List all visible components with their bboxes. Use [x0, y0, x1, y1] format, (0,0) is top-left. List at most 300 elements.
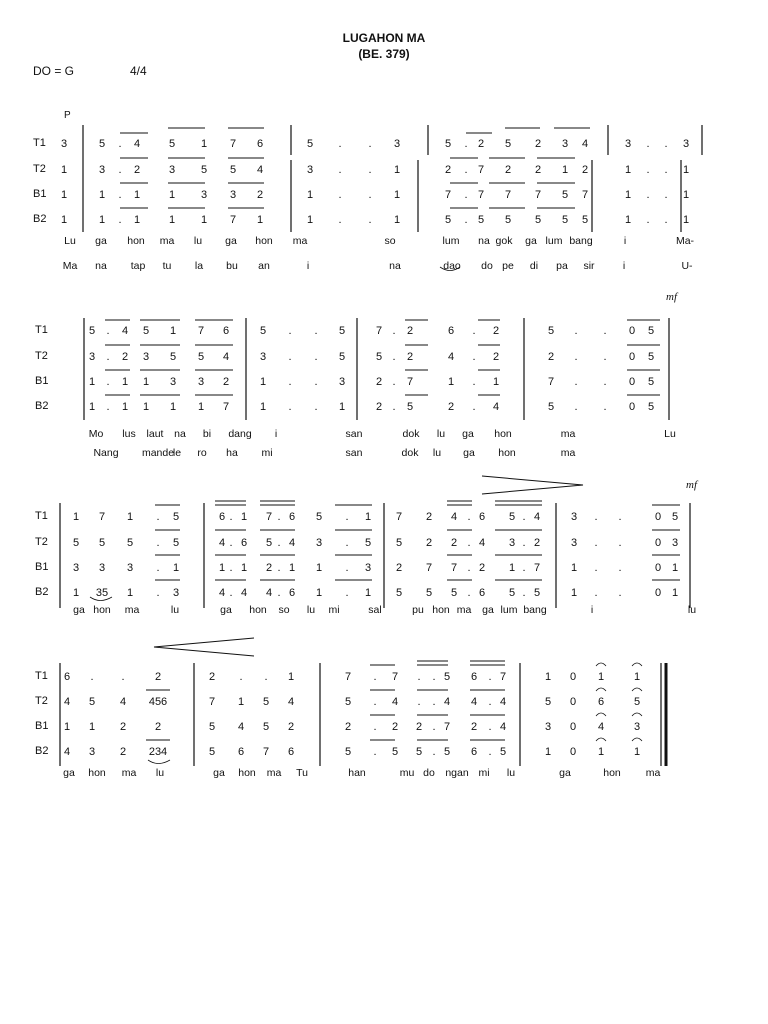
note-t2: .	[464, 164, 468, 176]
note-b1: 0	[569, 721, 577, 733]
note-t1: 7	[395, 511, 403, 523]
note-b1: 3	[633, 721, 641, 733]
note-t1: 7	[499, 671, 507, 683]
note-b2: .	[277, 587, 281, 599]
note-b1: 3	[364, 562, 372, 574]
note-t1: .	[345, 511, 349, 523]
lyric-syllable: ma	[560, 428, 576, 440]
note-b2: 2	[375, 401, 383, 413]
note-t2: .	[417, 696, 421, 708]
note-b2: 5	[561, 214, 569, 226]
lyric-syllable: ga	[559, 767, 571, 779]
lyric-syllable: bang	[569, 235, 593, 247]
note-b2: 1	[570, 587, 578, 599]
note-t1: 5	[172, 511, 180, 523]
note-t2: 2	[547, 351, 555, 363]
note-t1: .	[417, 671, 421, 683]
note-t1: 5	[338, 325, 346, 337]
note-t1: 0	[654, 511, 662, 523]
note-b1: 1	[447, 376, 455, 388]
note-t2: 2	[533, 537, 541, 549]
note-t2: 4	[447, 351, 455, 363]
note-t2: 5	[197, 351, 205, 363]
note-b1: .	[345, 562, 349, 574]
note-t2: 2	[425, 537, 433, 549]
lyric-syllable: bang	[523, 604, 547, 616]
note-b2: .	[432, 746, 436, 758]
lyric-syllable: di	[529, 260, 539, 272]
note-b2: 6	[478, 587, 486, 599]
note-t2: 3	[315, 537, 323, 549]
part-label-b1: B1	[35, 375, 49, 387]
lyric-syllable: ga	[63, 767, 75, 779]
note-b1: .	[392, 376, 396, 388]
note-b2: 1	[315, 587, 323, 599]
note-b2: 1	[338, 401, 346, 413]
lyric-syllable: bu	[226, 260, 238, 272]
note-b2: .	[314, 401, 318, 413]
lyric-syllable: na	[478, 235, 490, 247]
note-b2: .	[664, 214, 668, 226]
note-b2: 1	[633, 746, 641, 758]
note-t1: .	[574, 325, 578, 337]
note-t2: .	[664, 164, 668, 176]
note-t1: 5	[315, 511, 323, 523]
note-t1: .	[603, 325, 607, 337]
note-b2: 1	[364, 587, 372, 599]
note-b2: .	[574, 401, 578, 413]
time-signature: 4/4	[130, 64, 147, 78]
lyric-syllable: la	[194, 260, 204, 272]
lyric-syllable: na	[174, 428, 186, 440]
note-t1: .	[392, 325, 396, 337]
note-b1: 7	[581, 189, 589, 201]
note-b1: 7	[406, 376, 414, 388]
note-b1: 0	[654, 562, 662, 574]
note-t1: 0	[569, 671, 577, 683]
note-b1: 7	[547, 376, 555, 388]
note-b1: 3	[197, 376, 205, 388]
note-t2: .	[118, 164, 122, 176]
note-b1: 1	[133, 189, 141, 201]
dynamic-mezzo-forte-1: mf	[666, 291, 677, 303]
note-t1: .	[338, 138, 342, 150]
note-t1: 3	[60, 138, 68, 150]
note-t2: 5	[126, 537, 134, 549]
note-t1: .	[432, 671, 436, 683]
note-b1: 7	[450, 562, 458, 574]
note-t2: 3	[88, 351, 96, 363]
lyric-syllable: ro	[197, 447, 207, 459]
note-b2: 1	[126, 587, 134, 599]
lyric-syllable: ga	[95, 235, 107, 247]
note-b1: 1	[218, 562, 226, 574]
note-t1: 3	[561, 138, 569, 150]
note-b2: 5	[208, 746, 216, 758]
lyric-syllable: lus	[122, 428, 136, 440]
note-t1: .	[239, 671, 243, 683]
note-t1: 4	[121, 325, 129, 337]
note-t1: .	[277, 511, 281, 523]
note-b1: 4	[237, 721, 245, 733]
note-b2: 5	[444, 214, 452, 226]
note-t1: .	[156, 511, 160, 523]
note-b2: 5	[406, 401, 414, 413]
lyric-syllable: na	[95, 260, 107, 272]
note-t1: 7	[344, 671, 352, 683]
note-t1: .	[618, 511, 622, 523]
lyric-syllable: lu	[687, 604, 697, 616]
note-b2: 1	[256, 214, 264, 226]
lyric-syllable: Lu	[64, 235, 76, 247]
note-b2: .	[603, 401, 607, 413]
note-t2: 5	[229, 164, 237, 176]
note-t1: 2	[154, 671, 162, 683]
note-t2: 3	[98, 164, 106, 176]
note-t1: 5	[443, 671, 451, 683]
lyric-syllable: lum	[500, 604, 518, 616]
note-t1: 7	[375, 325, 383, 337]
lyric-syllable: le	[172, 447, 182, 459]
note-t2: 4	[119, 696, 127, 708]
note-b1: .	[156, 562, 160, 574]
note-b2: 1	[60, 214, 68, 226]
dynamic-piano: P	[64, 110, 71, 121]
note-t2: .	[574, 351, 578, 363]
note-b2: 5	[581, 214, 589, 226]
note-t2: 1	[624, 164, 632, 176]
note-t2: 2	[450, 537, 458, 549]
lyric-syllable: pu	[412, 604, 424, 616]
note-t1: 3	[570, 511, 578, 523]
note-t2: 2	[406, 351, 414, 363]
note-b1: 2	[154, 721, 162, 733]
note-t1: 6	[256, 138, 264, 150]
note-b1: 1	[63, 721, 71, 733]
note-b2: 6	[470, 746, 478, 758]
lyric-syllable: sal	[368, 604, 382, 616]
note-t2: 4	[478, 537, 486, 549]
lyric-syllable: lu	[306, 604, 316, 616]
note-t2: 5	[395, 537, 403, 549]
note-b2: 1	[72, 587, 80, 599]
note-b1: 3	[200, 189, 208, 201]
lyric-syllable: ma	[645, 767, 661, 779]
part-label-b1: B1	[35, 720, 49, 732]
note-b1: 4	[499, 721, 507, 733]
lyric-syllable: hon	[432, 604, 450, 616]
slur	[148, 760, 170, 764]
note-t1: 5	[444, 138, 452, 150]
part-label-t2: T2	[35, 536, 48, 548]
lyric-syllable: i	[623, 235, 627, 247]
note-t2: 5	[200, 164, 208, 176]
lyric-syllable: lum	[545, 235, 563, 247]
note-b2: .	[373, 746, 377, 758]
note-t2: 3	[259, 351, 267, 363]
note-b2: 1	[624, 214, 632, 226]
note-t1: 7	[229, 138, 237, 150]
part-label-t1: T1	[33, 137, 46, 149]
note-t1: 7	[391, 671, 399, 683]
note-t2: 6	[240, 537, 248, 549]
note-t1: 5	[504, 138, 512, 150]
note-b1: .	[646, 189, 650, 201]
note-b1: 1	[88, 721, 96, 733]
lyric-syllable: ma	[292, 235, 308, 247]
note-b1: .	[594, 562, 598, 574]
note-t2: 3	[570, 537, 578, 549]
note-b1: 3	[544, 721, 552, 733]
lyric-syllable: lu	[506, 767, 516, 779]
note-b2: 2	[447, 401, 455, 413]
lyric-syllable: ga	[213, 767, 225, 779]
lyric-syllable: ha	[226, 447, 238, 459]
note-b1: .	[368, 189, 372, 201]
note-t2: 4	[256, 164, 264, 176]
note-t2: 4	[391, 696, 399, 708]
note-t1: .	[373, 671, 377, 683]
lyric-syllable: bi	[202, 428, 212, 440]
note-b1: .	[314, 376, 318, 388]
note-t1: .	[229, 511, 233, 523]
note-b2: .	[467, 587, 471, 599]
note-b1: .	[522, 562, 526, 574]
lyric-syllable: Tu	[296, 767, 308, 779]
lyric-syllable: dao	[443, 260, 461, 272]
note-b2: .	[392, 401, 396, 413]
lyric-syllable: an	[258, 260, 270, 272]
note-t1: 2	[208, 671, 216, 683]
lyric-syllable: dok	[402, 428, 420, 440]
note-b1: 7	[477, 189, 485, 201]
note-b1: 5	[208, 721, 216, 733]
note-t2: 2	[534, 164, 542, 176]
crescendo-hairpin	[154, 638, 254, 656]
note-b2: 4	[492, 401, 500, 413]
note-b2: 5	[425, 587, 433, 599]
lyric-syllable: san	[345, 447, 363, 459]
note-b1: 2	[391, 721, 399, 733]
lyric-syllable: pa	[556, 260, 568, 272]
lyric-syllable: ma	[121, 767, 137, 779]
note-t1: 0	[628, 325, 636, 337]
lyric-syllable: san	[345, 428, 363, 440]
part-label-t2: T2	[33, 163, 46, 175]
note-t2: 1	[60, 164, 68, 176]
lyric-syllable: hon	[93, 604, 111, 616]
note-t2: 1	[561, 164, 569, 176]
note-b2: 5	[547, 401, 555, 413]
lyric-syllable: hon	[603, 767, 621, 779]
note-b2: 1	[200, 214, 208, 226]
note-b2: 3	[172, 587, 180, 599]
note-b2: 4	[265, 587, 273, 599]
note-t2: 3	[168, 164, 176, 176]
note-t1: .	[664, 138, 668, 150]
note-b2: 5	[534, 214, 542, 226]
note-b1: 5	[647, 376, 655, 388]
note-t1: 6	[63, 671, 71, 683]
note-b1: 2	[375, 376, 383, 388]
lyric-syllable: hon	[498, 447, 516, 459]
note-t1: 7	[265, 511, 273, 523]
note-b2: .	[106, 401, 110, 413]
note-b1: 1	[121, 376, 129, 388]
note-t2: 0	[654, 537, 662, 549]
note-b2: 1	[98, 214, 106, 226]
part-label-t1: T1	[35, 670, 48, 682]
lyric-syllable: ga	[482, 604, 494, 616]
note-t2: 4	[443, 696, 451, 708]
note-b2: .	[594, 587, 598, 599]
note-t1: 4	[450, 511, 458, 523]
note-t2: .	[432, 696, 436, 708]
beams	[105, 128, 680, 740]
fermatas	[596, 663, 642, 741]
note-t1: .	[488, 671, 492, 683]
note-t1: 4	[133, 138, 141, 150]
note-b1: 1	[306, 189, 314, 201]
note-t2: 5	[72, 537, 80, 549]
slur	[440, 267, 460, 271]
note-t2: 2	[581, 164, 589, 176]
note-b2: 0	[569, 746, 577, 758]
note-t2: .	[373, 696, 377, 708]
note-b2: 5	[499, 746, 507, 758]
note-b1: .	[603, 376, 607, 388]
note-t2: .	[646, 164, 650, 176]
note-t1: 6	[478, 511, 486, 523]
lyric-syllable: lu	[193, 235, 203, 247]
note-b2: .	[646, 214, 650, 226]
note-t1: 5	[547, 325, 555, 337]
note-t2: .	[488, 696, 492, 708]
lyric-syllable: ga	[463, 447, 475, 459]
note-t2: 5	[364, 537, 372, 549]
note-t1: 2	[534, 138, 542, 150]
note-b2: 5	[344, 746, 352, 758]
note-b1: 1	[671, 562, 679, 574]
note-t2: 3	[671, 537, 679, 549]
note-b1: 3	[169, 376, 177, 388]
note-b1: 1	[288, 562, 296, 574]
note-b1: 2	[222, 376, 230, 388]
note-t1: .	[646, 138, 650, 150]
note-b2: 7	[222, 401, 230, 413]
note-b1: 3	[338, 376, 346, 388]
note-b1: 2	[470, 721, 478, 733]
note-b1: 3	[126, 562, 134, 574]
note-b2: 5	[504, 214, 512, 226]
lyric-syllable: so	[384, 235, 396, 247]
note-t2: 5	[344, 696, 352, 708]
lyric-syllable: so	[278, 604, 290, 616]
note-t2: 4	[63, 696, 71, 708]
note-t2: 4	[218, 537, 226, 549]
note-t2: 0	[628, 351, 636, 363]
note-b2: .	[156, 587, 160, 599]
note-b1: 1	[315, 562, 323, 574]
note-t1: 7	[197, 325, 205, 337]
lyric-syllable: hon	[494, 428, 512, 440]
lyric-syllable: dang	[228, 428, 252, 440]
note-t2: 4	[288, 537, 296, 549]
note-b2: 5	[533, 587, 541, 599]
lyric-syllable: hon	[127, 235, 145, 247]
note-b2: 1	[597, 746, 605, 758]
note-t1: 5	[88, 325, 96, 337]
note-b1: 2	[119, 721, 127, 733]
note-t1: 3	[624, 138, 632, 150]
note-t2: 2	[492, 351, 500, 363]
note-t1: 4	[581, 138, 589, 150]
note-b2: 1	[133, 214, 141, 226]
note-t2: .	[594, 537, 598, 549]
note-b1: 1	[508, 562, 516, 574]
lyric-syllable: ngan	[445, 767, 469, 779]
note-b2: 1	[544, 746, 552, 758]
note-t2: 7	[477, 164, 485, 176]
part-label-t1: T1	[35, 510, 48, 522]
note-b2: 1	[168, 214, 176, 226]
note-t1: 6	[447, 325, 455, 337]
lyric-syllable: i	[306, 260, 310, 272]
note-t2: .	[603, 351, 607, 363]
lyric-syllable: lu	[432, 447, 442, 459]
note-t1: 5	[259, 325, 267, 337]
note-t2: 5	[262, 696, 270, 708]
note-t2: 5	[169, 351, 177, 363]
note-b1: 1	[98, 189, 106, 201]
note-b2: .	[229, 587, 233, 599]
lyric-syllable: ma	[456, 604, 472, 616]
note-b1: 7	[443, 721, 451, 733]
note-t2: 5	[88, 696, 96, 708]
note-b1: 5	[262, 721, 270, 733]
note-t1: 5	[671, 511, 679, 523]
lyric-syllable: mande	[141, 447, 175, 459]
note-b2: 35	[95, 587, 109, 599]
lyric-syllable: ma	[124, 604, 140, 616]
note-t1: 4	[533, 511, 541, 523]
note-b2: 1	[682, 214, 690, 226]
song-number: (BE. 379)	[358, 47, 410, 61]
note-t2: .	[368, 164, 372, 176]
note-b2: 234	[148, 746, 168, 758]
note-t1: 5	[142, 325, 150, 337]
note-t2: 2	[133, 164, 141, 176]
lyric-syllable: Nang	[93, 447, 119, 459]
note-t2: .	[338, 164, 342, 176]
note-t1: 1	[364, 511, 372, 523]
note-b1: 7	[534, 189, 542, 201]
note-t2: 6	[597, 696, 605, 708]
note-b2: 1	[169, 401, 177, 413]
lyric-syllable: U-	[681, 260, 693, 272]
note-t2: 1	[237, 696, 245, 708]
note-t2: 3	[508, 537, 516, 549]
lyric-syllable: hon	[88, 767, 106, 779]
note-b2: 1	[197, 401, 205, 413]
note-t1: 6	[222, 325, 230, 337]
note-t2: 1	[393, 164, 401, 176]
note-b2: .	[288, 401, 292, 413]
note-t2: 1	[682, 164, 690, 176]
note-t2: 5	[265, 537, 273, 549]
note-b1: 2	[344, 721, 352, 733]
note-b1: .	[288, 376, 292, 388]
